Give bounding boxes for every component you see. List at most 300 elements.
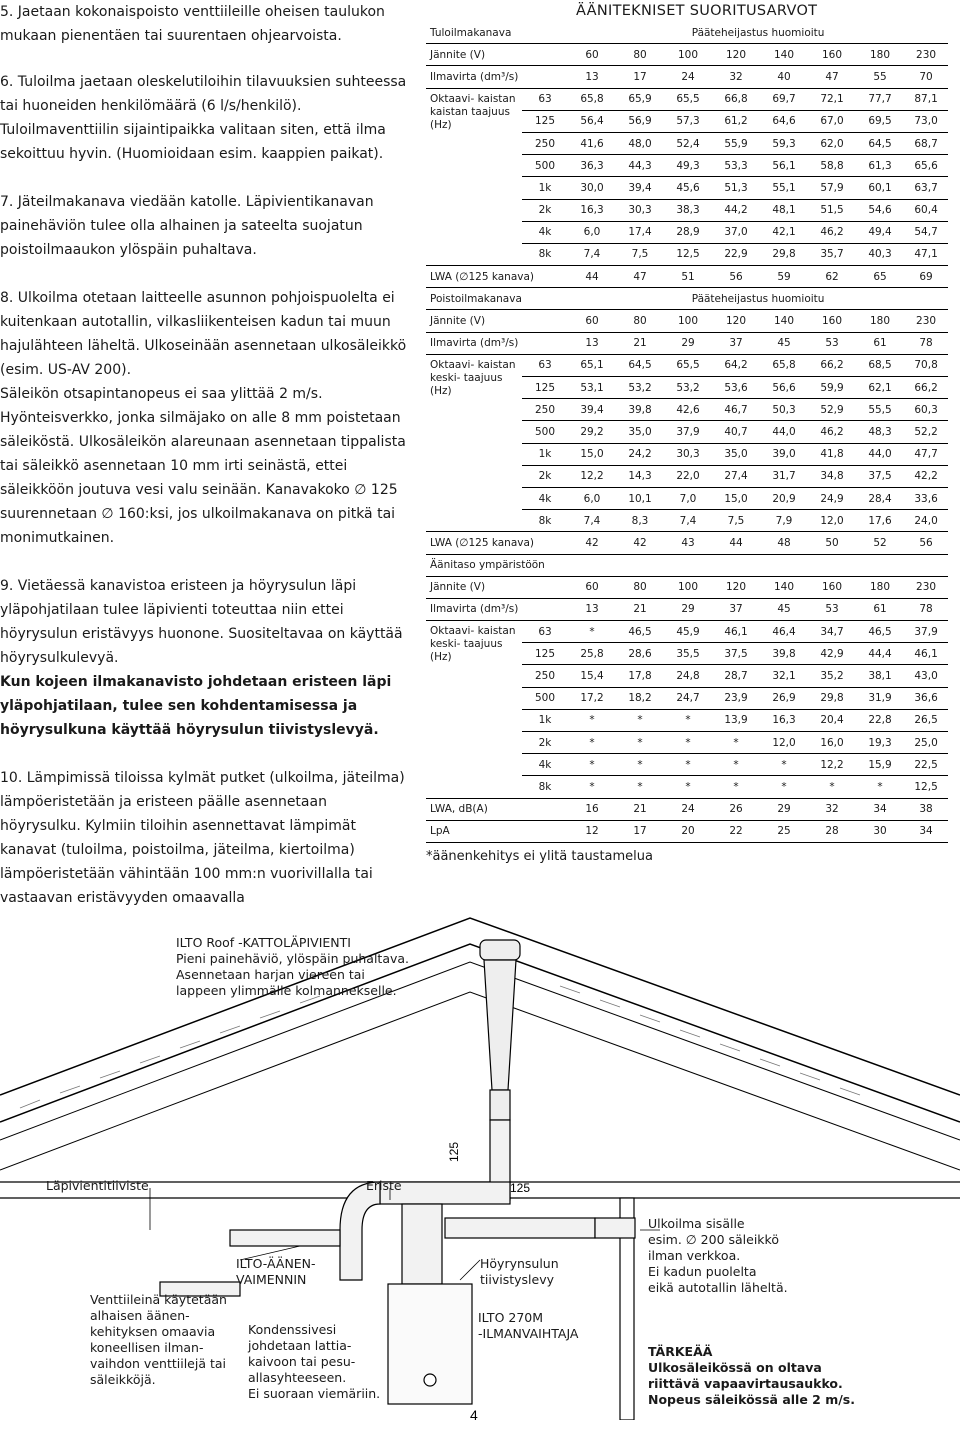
value-cell: 7,9 xyxy=(760,510,808,532)
value-cell: 52 xyxy=(856,532,904,554)
value-cell: 28 xyxy=(808,820,856,842)
paragraph-10: 10. Lämpimissä tiloissa kylmät putket (ulkoilma, jäteilma) lämpöeristetään ja eristeen päälle asennetaan höyrysulku. Kylmiin tiloihin asennettavat lämpimät kanavat (tuloilma, poistoilma, jäteilma, kiertoilma) lämpöeristetään vähintään 100 mm:n vuorivillalla tai vastaavan eristävyyden omaavalla xyxy=(0,770,405,906)
silencer-label: ILTO-ÄÄNEN- VAIMENNIN xyxy=(236,1256,316,1287)
value-cell: 44,0 xyxy=(856,443,904,465)
value-cell: 61 xyxy=(856,598,904,620)
insulation-hatch xyxy=(20,986,860,1108)
airflow-row xyxy=(426,598,948,620)
outdoor-air-note: Ulkoilma sisälle esim. ∅ 200 säleikkö ilman verkkoa. Ei kadun puolelta eikä autotallin läheltä. xyxy=(648,1216,788,1295)
value-cell: 78 xyxy=(904,332,948,354)
value-cell: 47,7 xyxy=(904,443,948,465)
value-cell: 24,0 xyxy=(904,510,948,532)
value-cell: 20,4 xyxy=(808,709,856,731)
value-cell: 47 xyxy=(808,66,856,88)
unit-label: ILTO 270M -ILMANVAIHTAJA xyxy=(478,1310,579,1341)
value-cell: 37,0 xyxy=(712,221,760,243)
lwa-label: LWA, dB(A) xyxy=(426,798,568,820)
value-cell: 80 xyxy=(616,310,664,332)
value-cell: * xyxy=(616,732,664,754)
octave-group-label: Oktaavi- kaistan kaistan taajuus (Hz) xyxy=(426,88,522,266)
value-cell: 66,8 xyxy=(712,88,760,110)
frequency-cell: 63 xyxy=(522,88,568,110)
frequency-cell: 4k xyxy=(522,754,568,776)
ventilation-unit xyxy=(388,1284,472,1404)
value-cell: 60 xyxy=(568,576,616,598)
value-cell: 180 xyxy=(856,310,904,332)
value-cell: 7,5 xyxy=(712,510,760,532)
value-cell: 59,9 xyxy=(808,377,856,399)
value-cell: 43,0 xyxy=(904,665,948,687)
value-cell: 73,0 xyxy=(904,110,948,132)
dim-125: 125 xyxy=(510,1181,531,1195)
value-cell: 55,5 xyxy=(856,399,904,421)
value-cell: 87,1 xyxy=(904,88,948,110)
frequency-cell: 2k xyxy=(522,199,568,221)
value-cell: 120 xyxy=(712,44,760,66)
value-cell: 42,1 xyxy=(760,221,808,243)
frequency-cell: 250 xyxy=(522,665,568,687)
value-cell: 22,9 xyxy=(712,243,760,265)
value-cell: 28,6 xyxy=(616,643,664,665)
voltage-row xyxy=(426,576,948,598)
value-cell: 30,3 xyxy=(664,443,712,465)
value-cell: 160 xyxy=(808,576,856,598)
value-cell: 15,4 xyxy=(568,665,616,687)
value-cell: 42,9 xyxy=(808,643,856,665)
paragraph-8a: 8. Ulkoilma otetaan laitteelle asunnon pohjoispuolelta ei kuitenkaan autotallin, vilkasliikenteisen kadun tai muun hajulähteen läheltä. Ulkoseinään asennetaan ulkosäleikkö (esim. US-AV 200). xyxy=(0,290,407,378)
value-cell: 160 xyxy=(808,44,856,66)
value-cell: 80 xyxy=(616,576,664,598)
value-cell: 25,8 xyxy=(568,643,616,665)
value-cell: 120 xyxy=(712,310,760,332)
value-cell: * xyxy=(568,621,616,643)
paragraph-7: 7. Jäteilmakanava viedään katolle. Läpivientikanavan painehäviön tulee olla alhainen ja sateelta suojatun poistoilmaaukon ylöspäin puhaltava. xyxy=(0,194,374,258)
value-cell: 32 xyxy=(808,798,856,820)
section-name: Tuloilmakanava xyxy=(426,22,568,44)
value-cell: 39,8 xyxy=(616,399,664,421)
value-cell: 19,3 xyxy=(856,732,904,754)
value-cell: 77,7 xyxy=(856,88,904,110)
value-cell: 48 xyxy=(760,532,808,554)
value-cell: 13 xyxy=(568,598,616,620)
section-subtitle: Pääteheijastus huomioitu xyxy=(568,22,948,44)
value-cell: 30,3 xyxy=(616,199,664,221)
value-cell: 53,3 xyxy=(712,155,760,177)
value-cell: 52,2 xyxy=(904,421,948,443)
value-cell: 24,8 xyxy=(664,665,712,687)
value-cell: 65,8 xyxy=(760,354,808,376)
value-cell: 7,4 xyxy=(568,510,616,532)
value-cell: * xyxy=(568,709,616,731)
value-cell: 22,5 xyxy=(904,754,948,776)
paragraph-8b: Säleikön otsapintanopeus ei saa ylittää 2 m/s. Hyönteisverkko, jonka silmäjako on alle 8 mm poistetaan säleiköstä. Ulkosäleikön alareunaan asennetaan tippalista tai säleikkö asennetaan 10 mm irti seinästä, ettei säleikköön joutuva vesi valu seinään. Kanavakoko ∅ 125 suurennetaan ∅ 160:ksi, jos ulkoilmakanava on pitkä tai monimutkainen. xyxy=(0,386,406,546)
value-cell: 46,2 xyxy=(808,221,856,243)
frequency-cell: 125 xyxy=(522,110,568,132)
value-cell: 6,0 xyxy=(568,221,616,243)
value-cell: 66,2 xyxy=(808,354,856,376)
value-cell: 35,2 xyxy=(808,665,856,687)
section-header-row xyxy=(426,288,948,310)
value-cell: 15,0 xyxy=(712,487,760,509)
acoustic-performance-table xyxy=(426,22,948,843)
value-cell: 12,5 xyxy=(904,776,948,798)
value-cell: 32 xyxy=(712,66,760,88)
value-cell: 22 xyxy=(712,820,760,842)
value-cell: 20,9 xyxy=(760,487,808,509)
value-cell: 56 xyxy=(712,266,760,288)
value-cell: 46,5 xyxy=(856,621,904,643)
value-cell: 120 xyxy=(712,576,760,598)
value-cell: 57,3 xyxy=(664,110,712,132)
value-cell: 44,0 xyxy=(760,421,808,443)
condensate-note: Kondenssivesi johdetaan lattia- kaivoon tai pesu- allasyhteeseen. Ei suoraan viemäriin. xyxy=(248,1322,381,1401)
value-cell: 69,7 xyxy=(760,88,808,110)
value-cell: 68,7 xyxy=(904,132,948,154)
frequency-cell: 500 xyxy=(522,155,568,177)
value-cell: 37,9 xyxy=(664,421,712,443)
value-cell: * xyxy=(664,732,712,754)
value-cell: 13 xyxy=(568,332,616,354)
value-cell: 26 xyxy=(712,798,760,820)
value-cell: 40,7 xyxy=(712,421,760,443)
section-name: Poistoilmakanava xyxy=(426,288,568,310)
value-cell: 23,9 xyxy=(712,687,760,709)
frequency-cell: 500 xyxy=(522,687,568,709)
frequency-cell: 125 xyxy=(522,643,568,665)
value-cell: 38,1 xyxy=(856,665,904,687)
value-cell: 78 xyxy=(904,598,948,620)
value-cell: 60 xyxy=(568,310,616,332)
value-cell: 47,1 xyxy=(904,243,948,265)
value-cell: 21 xyxy=(616,798,664,820)
section-name: Äänitaso ympäristöön xyxy=(426,554,568,576)
value-cell: 12,2 xyxy=(808,754,856,776)
frequency-cell: 8k xyxy=(522,510,568,532)
value-cell: 65,8 xyxy=(568,88,616,110)
value-cell: 39,0 xyxy=(760,443,808,465)
value-cell: 7,5 xyxy=(616,243,664,265)
value-cell: 28,4 xyxy=(856,487,904,509)
value-cell: 53,2 xyxy=(664,377,712,399)
value-cell: 70,8 xyxy=(904,354,948,376)
value-cell: 140 xyxy=(760,576,808,598)
value-cell: 56 xyxy=(904,532,948,554)
value-cell: 65,9 xyxy=(616,88,664,110)
value-cell: 13 xyxy=(568,66,616,88)
value-cell: 25,0 xyxy=(904,732,948,754)
value-cell: 48,3 xyxy=(856,421,904,443)
insulation-label: Eriste xyxy=(366,1178,402,1193)
voltage-label: Jännite (V) xyxy=(426,310,568,332)
value-cell: 65,6 xyxy=(904,155,948,177)
value-cell: 62 xyxy=(808,266,856,288)
frequency-cell: 500 xyxy=(522,421,568,443)
value-cell: 38 xyxy=(904,798,948,820)
value-cell: 65,5 xyxy=(664,88,712,110)
value-cell: 230 xyxy=(904,576,948,598)
value-cell: 54,6 xyxy=(856,199,904,221)
frequency-cell: 2k xyxy=(522,732,568,754)
value-cell: 62,0 xyxy=(808,132,856,154)
octave-band-row xyxy=(426,88,948,110)
roof-structure xyxy=(0,918,960,1198)
value-cell: 31,7 xyxy=(760,465,808,487)
value-cell: 7,0 xyxy=(664,487,712,509)
value-cell: 59,3 xyxy=(760,132,808,154)
value-cell: 68,5 xyxy=(856,354,904,376)
airflow-label: Ilmavirta (dm³/s) xyxy=(426,332,568,354)
paragraph-9a: 9. Vietäessä kanavistoa eristeen ja höyrysulun läpi yläpohjatilaan tulee läpivienti toteuttaa niin ettei höyrysulun eristävyys huonone. Suositeltavaa on käyttää höyrysulkulevyä. xyxy=(0,578,403,666)
lpa-label: LpA xyxy=(426,820,568,842)
lwa-label: LWA (∅125 kanava) xyxy=(426,532,568,554)
value-cell: 26,5 xyxy=(904,709,948,731)
value-cell: 34,7 xyxy=(808,621,856,643)
value-cell: 59 xyxy=(760,266,808,288)
lwa-row xyxy=(426,532,948,554)
frequency-cell: 8k xyxy=(522,243,568,265)
value-cell: 39,8 xyxy=(760,643,808,665)
value-cell: * xyxy=(664,754,712,776)
value-cell: 46,1 xyxy=(904,643,948,665)
frequency-cell: 1k xyxy=(522,709,568,731)
value-cell: 230 xyxy=(904,44,948,66)
value-cell: 44,4 xyxy=(856,643,904,665)
value-cell: 46,1 xyxy=(712,621,760,643)
value-cell: 53 xyxy=(808,598,856,620)
value-cell: 12,0 xyxy=(808,510,856,532)
value-cell: 34 xyxy=(904,820,948,842)
value-cell: 12 xyxy=(568,820,616,842)
value-cell: 25 xyxy=(760,820,808,842)
value-cell: 34 xyxy=(856,798,904,820)
value-cell: 56,9 xyxy=(616,110,664,132)
value-cell: 21 xyxy=(616,332,664,354)
value-cell: 64,2 xyxy=(712,354,760,376)
value-cell: * xyxy=(760,754,808,776)
value-cell: 46,5 xyxy=(616,621,664,643)
paragraph-6: 6. Tuloilma jaetaan oleskelutiloihin tilavuuksien suhteessa tai huoneiden henkilömäärä (6 l/s/henkilö). Tuloilmaventtiilin sijaintipaikka valitaan siten, että ilma sekoittuu hyvin. (Huomioidaan esim. kaappien paikat). xyxy=(0,74,407,162)
value-cell: 42,6 xyxy=(664,399,712,421)
value-cell: 30,0 xyxy=(568,177,616,199)
value-cell: 65,5 xyxy=(664,354,712,376)
value-cell: 24,2 xyxy=(616,443,664,465)
value-cell: 12,5 xyxy=(664,243,712,265)
airflow-row xyxy=(426,332,948,354)
value-cell: 55,9 xyxy=(712,132,760,154)
value-cell: 17 xyxy=(616,820,664,842)
value-cell: 46,4 xyxy=(760,621,808,643)
value-cell: * xyxy=(712,776,760,798)
value-cell: 44,2 xyxy=(712,199,760,221)
value-cell: 26,9 xyxy=(760,687,808,709)
value-cell: 61,2 xyxy=(712,110,760,132)
value-cell: 52,4 xyxy=(664,132,712,154)
section-header-row xyxy=(426,554,948,576)
frequency-cell: 1k xyxy=(522,177,568,199)
value-cell: 65,1 xyxy=(568,354,616,376)
value-cell: 13,9 xyxy=(712,709,760,731)
value-cell: * xyxy=(760,776,808,798)
value-cell: * xyxy=(712,754,760,776)
value-cell: 46,2 xyxy=(808,421,856,443)
value-cell: 37 xyxy=(712,598,760,620)
value-cell: 51,3 xyxy=(712,177,760,199)
value-cell: 8,3 xyxy=(616,510,664,532)
value-cell: 36,3 xyxy=(568,155,616,177)
airflow-row xyxy=(426,66,948,88)
value-cell: 49,3 xyxy=(664,155,712,177)
value-cell: 12,0 xyxy=(760,732,808,754)
value-cell: 40 xyxy=(760,66,808,88)
value-cell: 72,1 xyxy=(808,88,856,110)
value-cell: 69 xyxy=(904,266,948,288)
value-cell: * xyxy=(856,776,904,798)
value-cell: 35,0 xyxy=(712,443,760,465)
value-cell: 16,3 xyxy=(760,709,808,731)
value-cell: 56,6 xyxy=(760,377,808,399)
value-cell: 15,9 xyxy=(856,754,904,776)
table-title: ÄÄNITEKNISET SUORITUSARVOT xyxy=(576,3,818,19)
value-cell: 12,2 xyxy=(568,465,616,487)
frequency-cell: 1k xyxy=(522,443,568,465)
value-cell: 50,3 xyxy=(760,399,808,421)
empty-cell xyxy=(568,554,948,576)
value-cell: 15,0 xyxy=(568,443,616,465)
octave-band-row xyxy=(426,354,948,376)
value-cell: 37 xyxy=(712,332,760,354)
value-cell: 45 xyxy=(760,332,808,354)
value-cell: 16,0 xyxy=(808,732,856,754)
value-cell: 51,5 xyxy=(808,199,856,221)
value-cell: 14,3 xyxy=(616,465,664,487)
value-cell: 100 xyxy=(664,44,712,66)
value-cell: 35,5 xyxy=(664,643,712,665)
table-footnote: *äänenkehitys ei ylitä taustamelua xyxy=(426,848,653,864)
roof-vent xyxy=(480,940,520,1120)
penetration-seal-label: Läpivientitiiviste xyxy=(46,1178,149,1193)
value-cell: 29,2 xyxy=(568,421,616,443)
value-cell: * xyxy=(568,776,616,798)
octave-group-label: Oktaavi- kaistan keski- taajuus (Hz) xyxy=(426,621,522,799)
value-cell: 22,0 xyxy=(664,465,712,487)
value-cell: 53,1 xyxy=(568,377,616,399)
lwa-label: LWA (∅125 kanava) xyxy=(426,266,568,288)
value-cell: 39,4 xyxy=(616,177,664,199)
value-cell: 54,7 xyxy=(904,221,948,243)
voltage-label: Jännite (V) xyxy=(426,576,568,598)
valves-note: Venttiileinä käytetään alhaisen äänen- kehityksen omaavia koneellisen ilman- vaihdon venttiilejä tai säleikköjä. xyxy=(90,1292,227,1387)
value-cell: 80 xyxy=(616,44,664,66)
value-cell: 37,5 xyxy=(856,465,904,487)
value-cell: 48,0 xyxy=(616,132,664,154)
value-cell: 38,3 xyxy=(664,199,712,221)
voltage-row xyxy=(426,44,948,66)
value-cell: 29,8 xyxy=(760,243,808,265)
value-cell: 55,1 xyxy=(760,177,808,199)
value-cell: 16,3 xyxy=(568,199,616,221)
value-cell: 28,7 xyxy=(712,665,760,687)
important-note: TÄRKEÄÄ Ulkosäleikössä on oltava riittävä vapaavirtausaukko. Nopeus säleikössä alle 2 m/s. xyxy=(648,1344,855,1407)
voltage-label: Jännite (V) xyxy=(426,44,568,66)
value-cell: 17,2 xyxy=(568,687,616,709)
value-cell: 49,4 xyxy=(856,221,904,243)
value-cell: 42,2 xyxy=(904,465,948,487)
value-cell: 53,2 xyxy=(616,377,664,399)
value-cell: 45,9 xyxy=(664,621,712,643)
value-cell: 46,7 xyxy=(712,399,760,421)
frequency-cell: 4k xyxy=(522,487,568,509)
value-cell: 24 xyxy=(664,798,712,820)
value-cell: 64,6 xyxy=(760,110,808,132)
value-cell: * xyxy=(712,732,760,754)
value-cell: * xyxy=(568,754,616,776)
value-cell: 45,6 xyxy=(664,177,712,199)
value-cell: 31,9 xyxy=(856,687,904,709)
value-cell: 37,5 xyxy=(712,643,760,665)
value-cell: 57,9 xyxy=(808,177,856,199)
frequency-cell: 63 xyxy=(522,354,568,376)
value-cell: 63,7 xyxy=(904,177,948,199)
value-cell: 17,8 xyxy=(616,665,664,687)
airflow-label: Ilmavirta (dm³/s) xyxy=(426,66,568,88)
value-cell: 180 xyxy=(856,576,904,598)
frequency-cell: 250 xyxy=(522,132,568,154)
value-cell: 16 xyxy=(568,798,616,820)
value-cell: 41,8 xyxy=(808,443,856,465)
value-cell: 7,4 xyxy=(664,510,712,532)
octave-band-row xyxy=(426,621,948,643)
value-cell: 24,9 xyxy=(808,487,856,509)
section-subtitle: Pääteheijastus huomioitu xyxy=(568,288,948,310)
airflow-label: Ilmavirta (dm³/s) xyxy=(426,598,568,620)
value-cell: 51 xyxy=(664,266,712,288)
value-cell: 37,9 xyxy=(904,621,948,643)
value-cell: 61 xyxy=(856,332,904,354)
value-cell: 47 xyxy=(616,266,664,288)
value-cell: 34,8 xyxy=(808,465,856,487)
value-cell: 22,8 xyxy=(856,709,904,731)
value-cell: * xyxy=(616,776,664,798)
value-cell: 21 xyxy=(616,598,664,620)
lwa-row xyxy=(426,266,948,288)
value-cell: 10,1 xyxy=(616,487,664,509)
value-cell: 60,3 xyxy=(904,399,948,421)
value-cell: 58,8 xyxy=(808,155,856,177)
frequency-cell: 63 xyxy=(522,621,568,643)
value-cell: 29 xyxy=(664,332,712,354)
value-cell: * xyxy=(616,709,664,731)
value-cell: 100 xyxy=(664,576,712,598)
value-cell: 28,9 xyxy=(664,221,712,243)
value-cell: 66,2 xyxy=(904,377,948,399)
value-cell: 53 xyxy=(808,332,856,354)
value-cell: 180 xyxy=(856,44,904,66)
value-cell: 32,1 xyxy=(760,665,808,687)
value-cell: 24,7 xyxy=(664,687,712,709)
lpa-row xyxy=(426,820,948,842)
value-cell: 44,3 xyxy=(616,155,664,177)
frequency-cell: 125 xyxy=(522,377,568,399)
value-cell: * xyxy=(616,754,664,776)
paragraph-9b: Kun kojeen ilmakanavisto johdetaan eristeen läpi yläpohjatilaan, tulee sen kohdentamisessa ja höyrysulkuna käyttää höyrysulun tiivistyslevyä. xyxy=(0,674,392,738)
value-cell: 27,4 xyxy=(712,465,760,487)
value-cell: 17 xyxy=(616,66,664,88)
value-cell: 30 xyxy=(856,820,904,842)
value-cell: 65 xyxy=(856,266,904,288)
value-cell: 61,3 xyxy=(856,155,904,177)
value-cell: 20 xyxy=(664,820,712,842)
frequency-cell: 4k xyxy=(522,221,568,243)
